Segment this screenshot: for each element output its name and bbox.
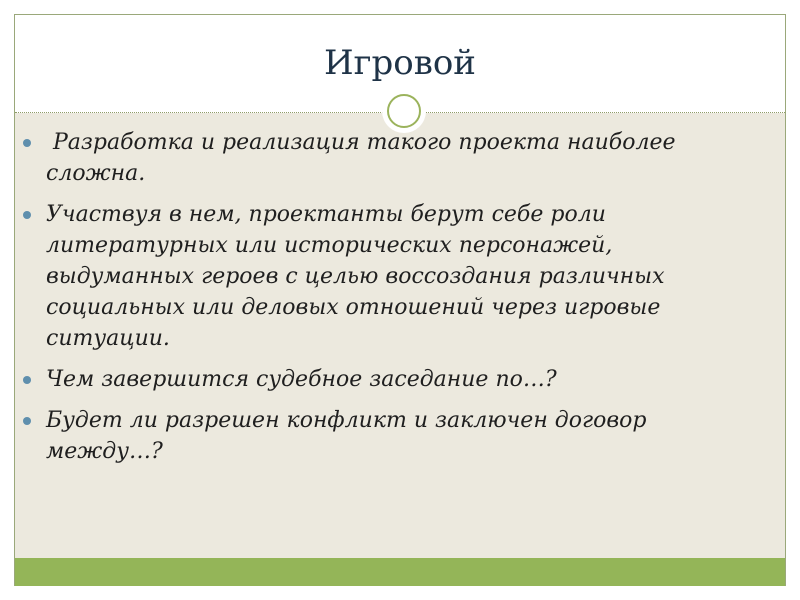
footer-bar	[15, 558, 785, 586]
ring-icon	[387, 94, 421, 128]
bullet-dot-icon	[23, 376, 31, 384]
bullet-item	[20, 127, 686, 189]
bullet-item	[20, 364, 750, 395]
bullet-dot-icon	[23, 417, 31, 425]
bullet-dot-icon	[23, 139, 31, 147]
bullet-list	[20, 127, 750, 477]
bullet-dot-icon	[23, 211, 31, 219]
bullet-text: Будет ли разрешен конфликт и заключен договор между…?	[46, 408, 647, 464]
slide-title: Игровой	[324, 43, 476, 83]
bullet-text: Участвуя в нем, проектанты берут себе роли литературных или исторических персонажей, выдуманных героев с целью воссоздания различных социальных или деловых отношений через игровые ситуации.	[46, 202, 665, 351]
bullet-text: Чем завершится судебное заседание по…?	[46, 367, 557, 392]
bullet-item	[20, 405, 686, 467]
bullet-text: Разработка и реализация такого проекта наиболее сложна.	[46, 130, 683, 186]
bullet-item	[20, 199, 746, 354]
